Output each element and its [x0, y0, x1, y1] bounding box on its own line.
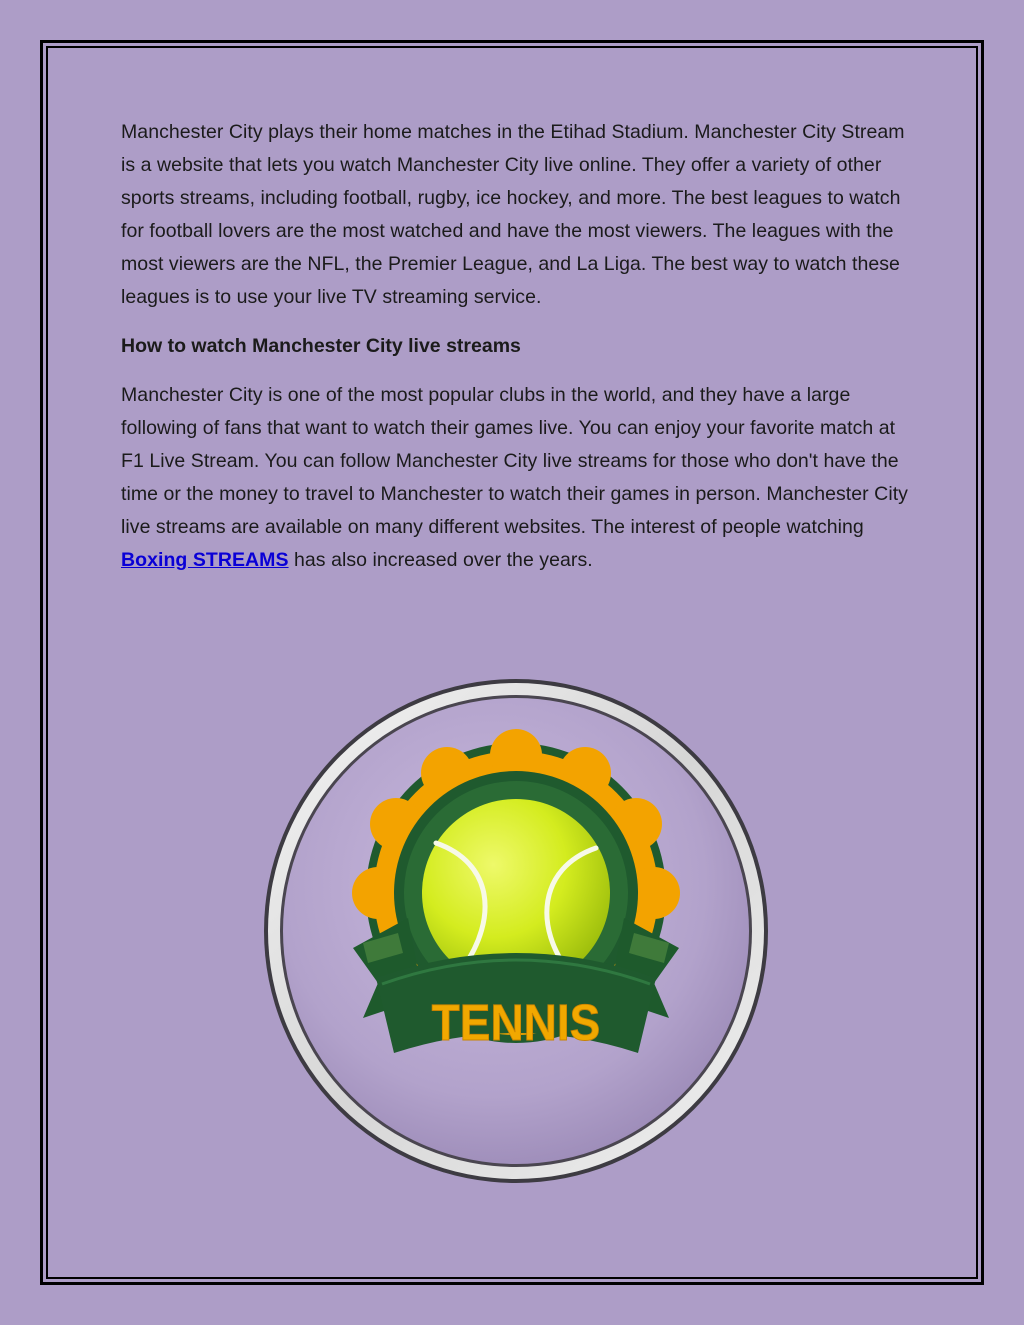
body-text-start: Manchester City is one of the most popular clubs in the world, and they have a large following of fans that want to watch their games live. You can enjoy your favorite match at F1 Live Stream. You can follow Manchester City live streams for those who don't have the time or the money to travel to Manchester to watch their games in person. Manchester City live streams are available on many different websites. The interest of people watching: [121, 384, 908, 538]
body-paragraph: [121, 379, 911, 577]
article-body: [121, 116, 911, 577]
tennis-badge-icon: [258, 678, 774, 1184]
intro-paragraph: Manchester City plays their home matches in the Etihad Stadium. Manchester City Stream is a website that lets you watch Manchester City live online. They offer a variety of other sports streams, including football, rugby, ice hockey, and more. The best leagues to watch for football lovers are the most watched and have the most viewers. The leagues with the most viewers are the NFL, the Premier League, and La Liga. The best way to watch these leagues is to use your live TV streaming service.: [121, 121, 905, 308]
boxing-streams-link[interactable]: Boxing STREAMS: [121, 549, 289, 571]
body-text-end: has also increased over the years.: [288, 549, 593, 571]
tennis-label: TENNIS: [431, 994, 601, 1052]
section-heading: How to watch Manchester City live streams: [121, 335, 521, 357]
